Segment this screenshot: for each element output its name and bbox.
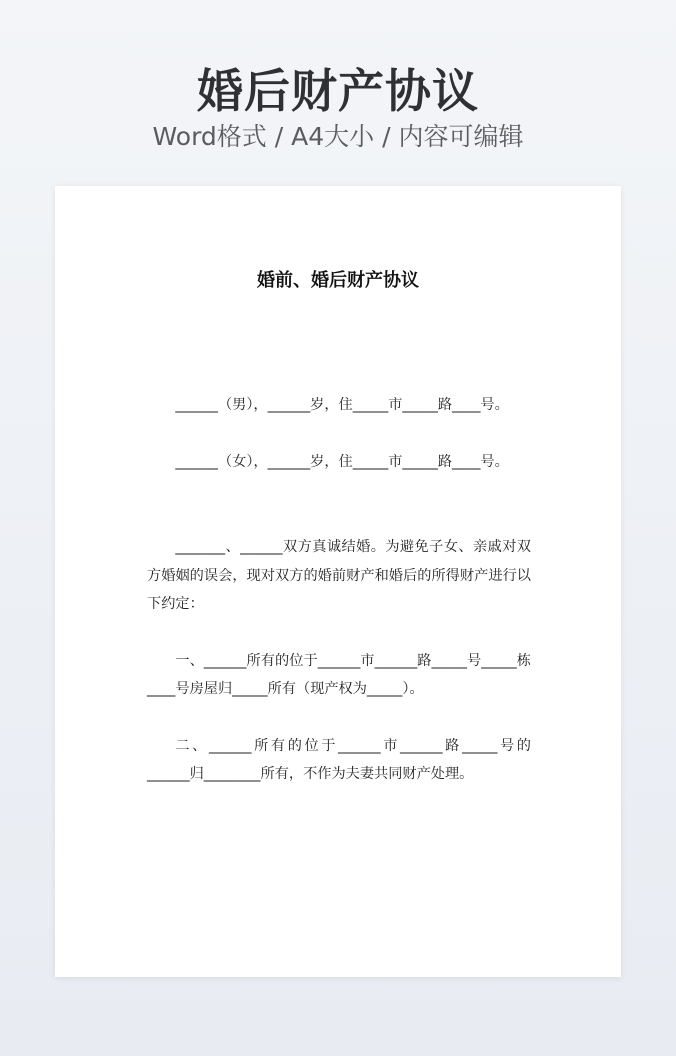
document-page [55, 186, 621, 977]
document-title: 婚前、婚后财产协议 [257, 270, 419, 291]
header-subtitle: Word格式 / A4大小 / 内容可编辑 [152, 122, 524, 151]
document-body [147, 391, 531, 789]
paragraph-clause-1: 一、______所有的位于______市______路_____号_____栋____号房屋归_____所有（现产权为_____）。 [147, 652, 531, 697]
header-title: 婚后财产协议 [197, 64, 479, 118]
paragraph-husband-info: ______（男），______岁，住_____市_____路____号。 [175, 397, 509, 413]
paragraph-clause-2: 二、______所有的位于______市______路_____号的______归________所有，不作为夫妻共同财产处理。 [147, 737, 531, 782]
paragraph-wife-info: ______（女），______岁，住_____市_____路____号。 [175, 453, 509, 470]
paragraph-preamble: _______、______双方真诚结婚。为避免子女、亲戚对双方婚姻的误会，现对双方的婚前财产和婚后的所得财产进行以下约定： [147, 539, 531, 612]
